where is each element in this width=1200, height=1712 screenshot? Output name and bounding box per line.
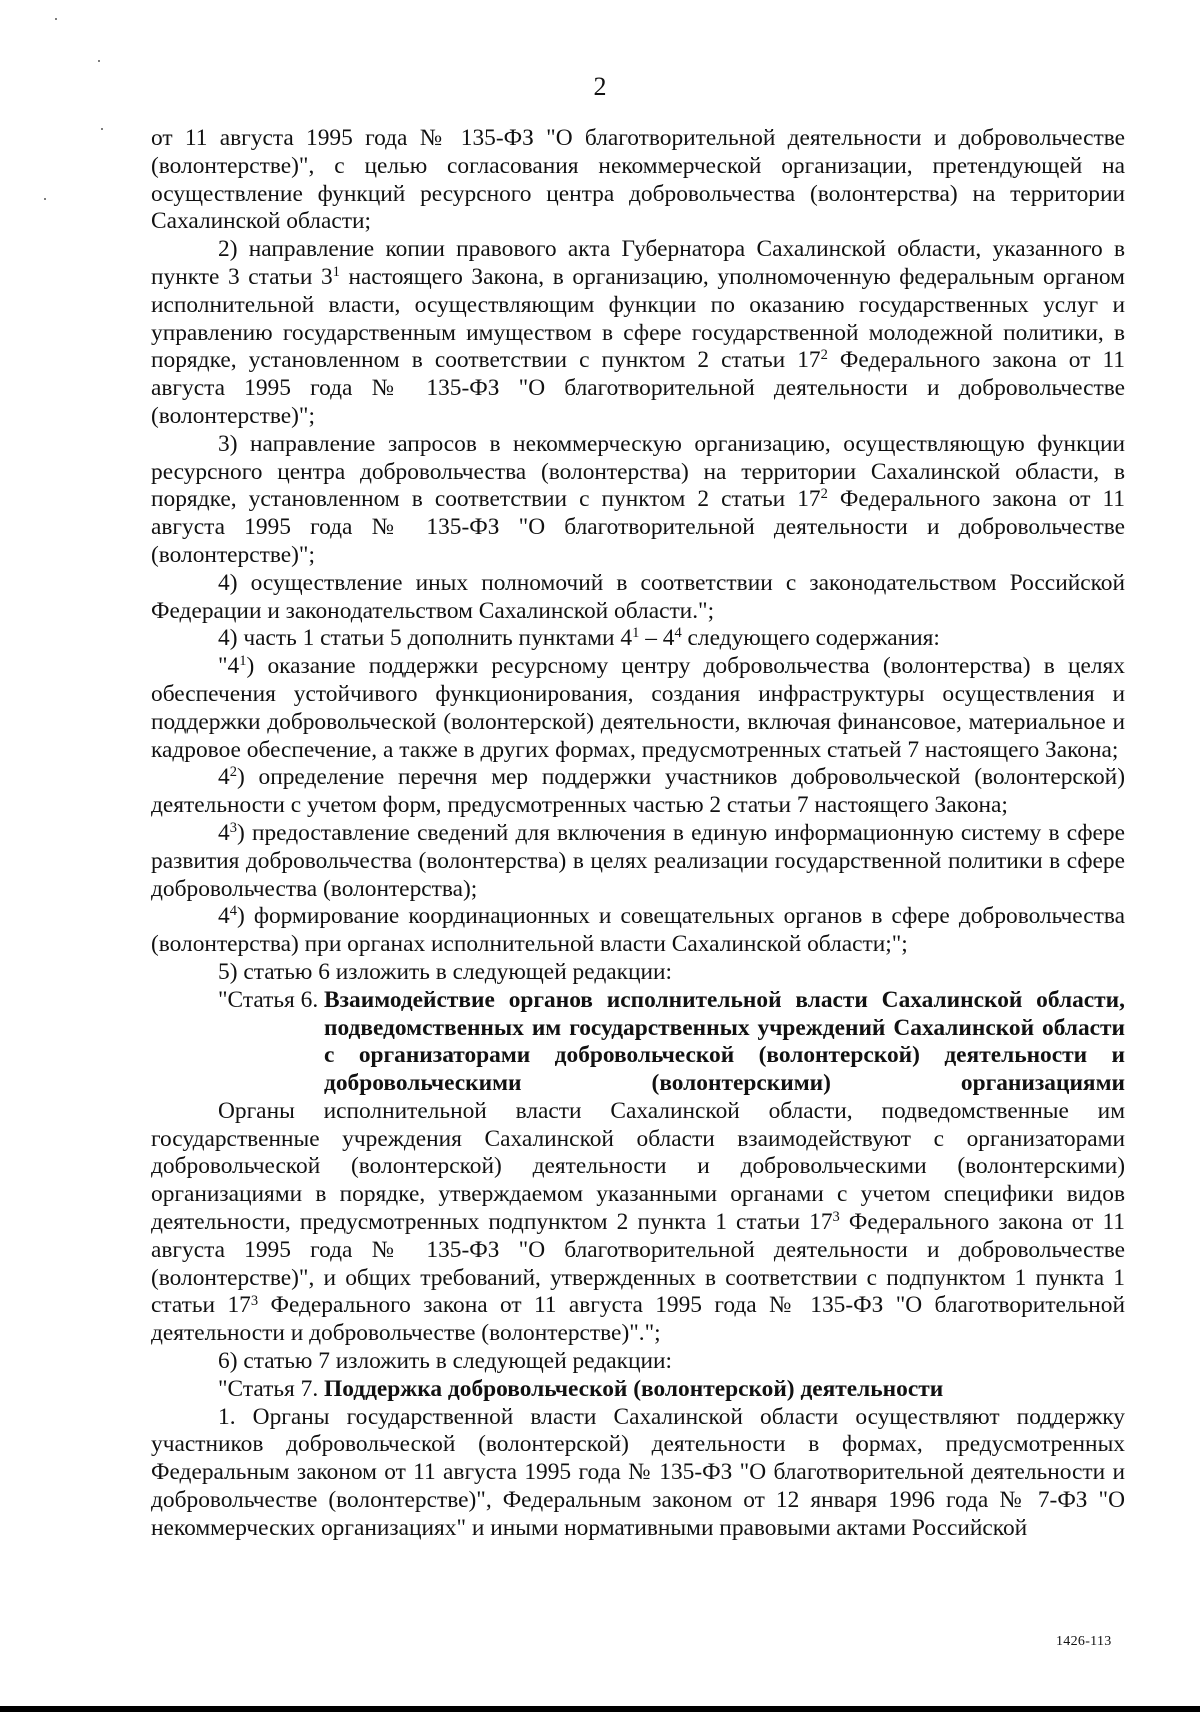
article-6-title: Взаимодействие органов исполнительной власти Сахалинской области, подведомственных им государственных учреждений Сахалинской области с организаторами добровольческой (волонтерской) деятельности и добровольческими (волонтерскими) организациями <box>324 986 1125 1097</box>
paragraph-item-4: 4) осуществление иных полномочий в соответствии с законодательством Российской Федерации и законодательством Сахалинской области."; <box>151 569 1125 624</box>
document-code: 1426-113 <box>1056 1634 1112 1649</box>
document-body <box>151 125 1125 1543</box>
page-number: 2 <box>593 72 607 101</box>
paragraph-amend-article-7: 6) статью 7 изложить в следующей редакции: <box>218 1348 673 1375</box>
article-7-prefix: "Статья 7. <box>218 1375 325 1402</box>
scan-artifact <box>101 128 103 130</box>
paragraph-item-4-3: $4^3$) предоставление сведений для включения в единую информационную систему в сфере развития добровольчества (волонтерства) в целях реализации государственной политики в сфере добровольчества (волонтерства); <box>151 819 1125 902</box>
article-6-heading <box>151 987 1125 1098</box>
paragraph-item-3: 3) направление запросов в некоммерческую организацию, осуществляющую функции ресурсного центра добровольчества (волонтерства) на территории Сахалинской области, в порядке, установленном в соответствии с пунктом 2 статьи $17^2$ Федерального закона от 11 августа 1995 года № 135-ФЗ "О благотворительной деятельности и добровольчестве (волонтерстве)"; <box>151 430 1125 568</box>
paragraph-article-7-part-1: 1. Органы государственной власти Сахалинской области осуществляют поддержку участников добровольческой (волонтерской) деятельности в формах, предусмотренных Федеральным законом от 11 августа 1995 года № 135-ФЗ "О благотворительной деятельности и добровольчестве (волонтерстве)", Федеральным законом от 12 января 1996 года № 7-ФЗ "О некоммерческих организациях" и иными нормативными правовыми актами Российской <box>151 1403 1125 1541</box>
article-7-title: Поддержка добровольческой (волонтерской) деятельности <box>324 1375 944 1402</box>
scan-artifact <box>44 198 46 200</box>
paragraph-amend-article-6: 5) статью 6 изложить в следующей редакции: <box>218 958 673 985</box>
paragraph-item-4-2: $4^2$) определение перечня мер поддержки участников добровольческой (волонтерской) деятельности с учетом форм, предусмотренных частью 2 статьи 7 настоящего Закона; <box>151 764 1125 819</box>
paragraph-item-4-4: $4^4$) формирование координационных и совещательных органов в сфере добровольчества (волонтерства) при органах исполнительной власти Сахалинской области;"; <box>151 903 1125 958</box>
article-7-heading <box>151 1376 1125 1404</box>
paragraph-item-4-1: "$4^1$) оказание поддержки ресурсному центру добровольчества (волонтерства) в целях обеспечения устойчивого функционирования, создания инфраструктуры осуществления и поддержки добровольческой (волонтерской) деятельности, включая финансовое, материальное и кадровое обеспечение, а также в других формах, предусмотренных статьей 7 настоящего Закона; <box>151 653 1125 763</box>
paragraph-amend-article-5: 4) часть 1 статьи 5 дополнить пунктами $4^1 - 4^4$ следующего содержания: <box>218 625 940 652</box>
scan-artifact <box>98 60 100 62</box>
paragraph-item-2: 2) направление копии правового акта Губернатора Сахалинской области, указанного в пункте 3 статьи $3^1$ настоящего Закона, в организацию, уполномоченную федеральным органом исполнительной власти, осуществляющим функции по оказанию государственных услуг и управлению государственным имуществом в сфере государственной молодежной политики, в порядке, установленном в соответствии с пунктом 2 статьи $17^2$ Федерального закона от 11 августа 1995 года № 135-ФЗ "О благотворительной деятельности и добровольчестве (волонтерстве)"; <box>151 236 1125 429</box>
paragraph-continuation: от 11 августа 1995 года № 135-ФЗ "О благотворительной деятельности и добровольчестве (волонтерстве)", с целью согласования некоммерческой организации, претендующей на осуществление функций ресурсного центра добровольчества (волонтерства) на территории Сахалинской области; <box>151 125 1125 235</box>
scan-artifact <box>55 18 57 20</box>
scan-bottom-edge <box>0 1706 1200 1712</box>
article-6-prefix: "Статья 6. <box>218 986 325 1013</box>
paragraph-article-6-body: Органы исполнительной власти Сахалинской области, подведомственные им государственные учреждения Сахалинской области взаимодействуют с организаторами добровольческой (волонтерской) деятельности и добровольческими (волонтерскими) организациями в порядке, утверждаемом указанными органами с учетом специфики видов деятельности, предусмотренных подпунктом 2 пункта 1 статьи $17^3$ Федерального закона от 11 августа 1995 года № 135-ФЗ "О благотворительной деятельности и добровольчестве (волонтерстве)", и общих требований, утвержденных в соответствии с подпунктом 1 пункта 1 статьи $17^3$ Федерального закона от 11 августа 1995 года № 135-ФЗ "О благотворительной деятельности и добровольчестве (волонтерстве)"."; <box>151 1097 1126 1347</box>
